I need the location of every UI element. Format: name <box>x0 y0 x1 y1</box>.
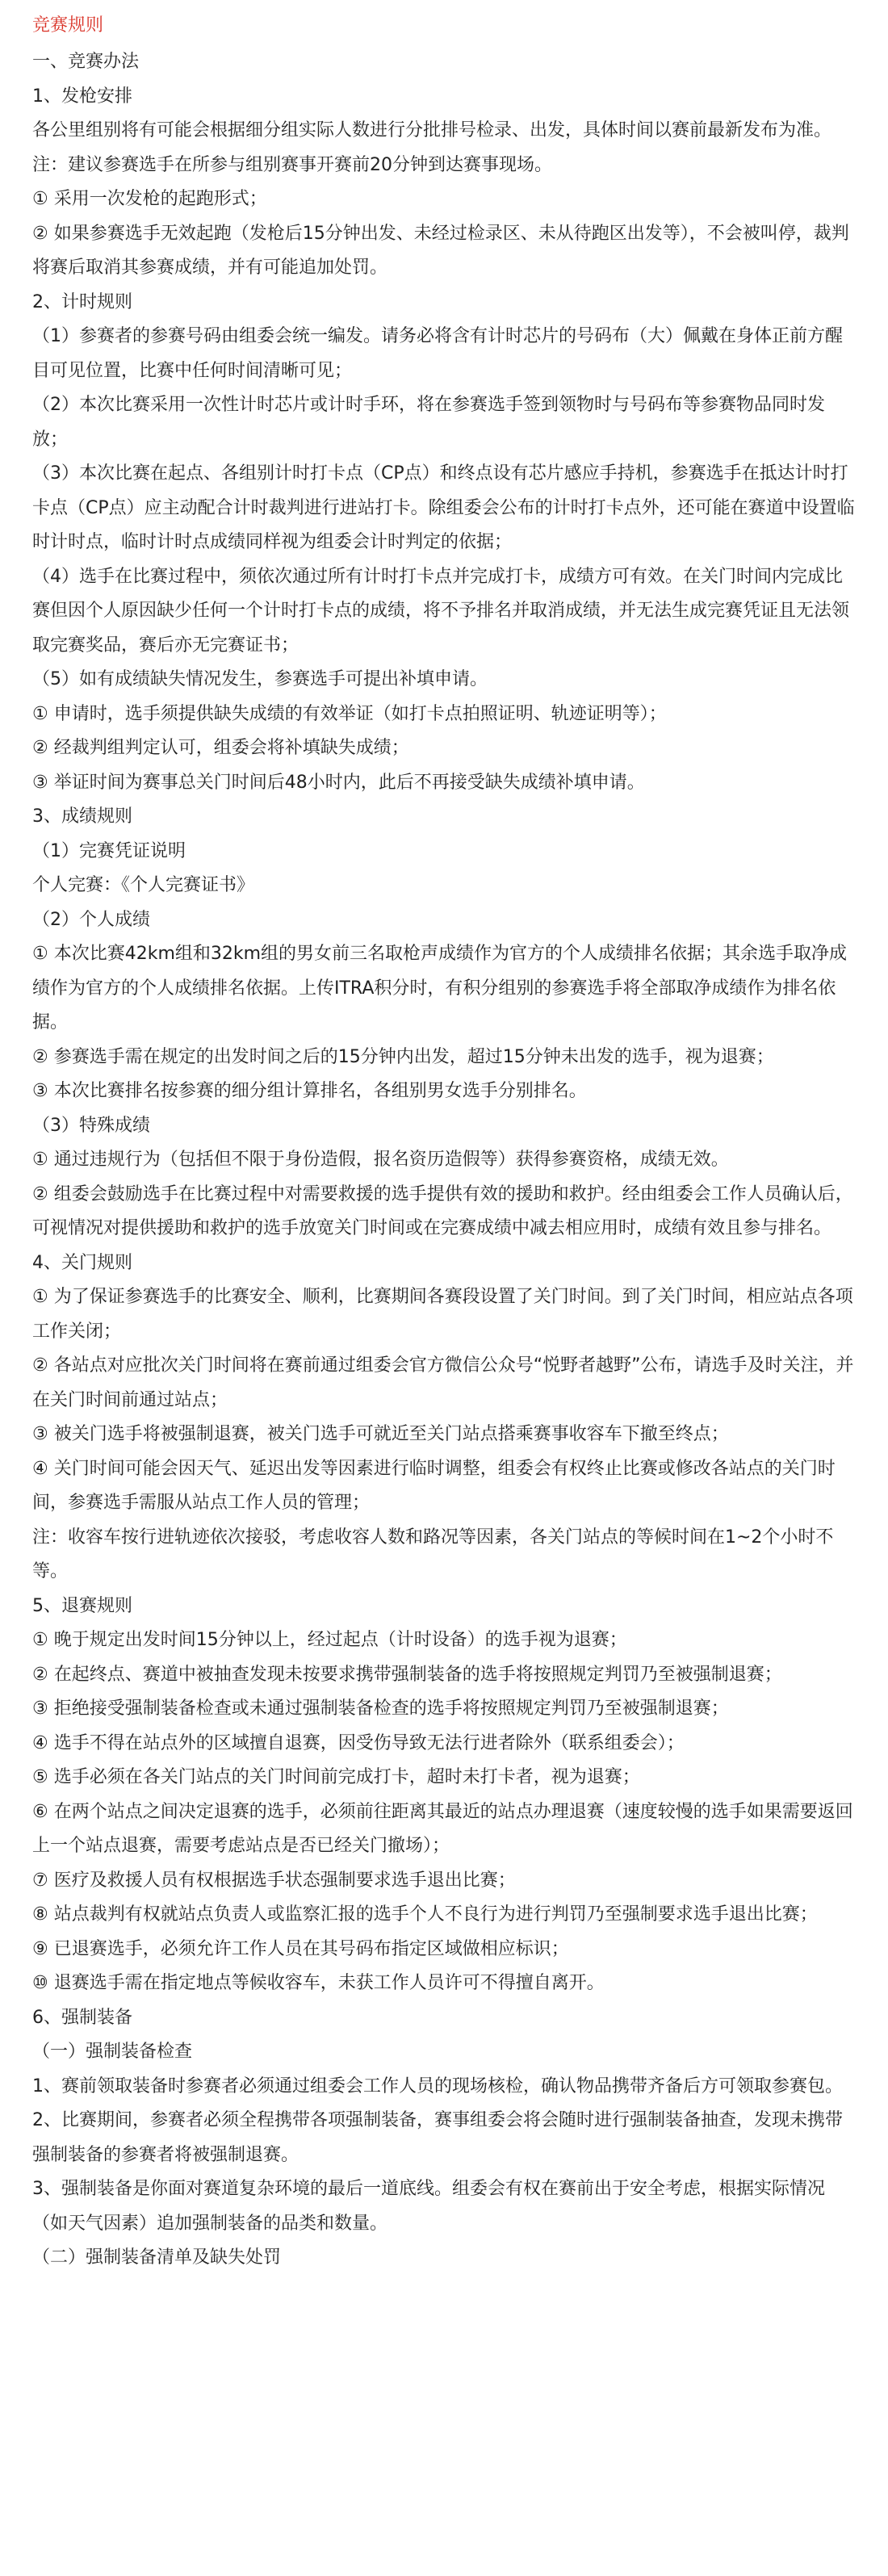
rule-paragraph: 5、退赛规则 <box>32 1595 132 1616</box>
rules-body <box>32 45 856 2276</box>
rule-paragraph: （1）参赛者的参赛号码由组委会统一编发。请务必将含有计时芯片的号码布（大）佩戴在身体正前方醒目可见位置，比赛中任何时间清晰可见； <box>32 326 844 381</box>
rule-paragraph: （2）个人成绩 <box>32 909 150 930</box>
rule-paragraph: ⑦ 医疗及救援人员有权根据选手状态强制要求选手退出比赛； <box>32 1870 516 1891</box>
rule-paragraph: （一）强制装备检查 <box>32 2042 193 2062</box>
rule-paragraph: ① 本次比赛42km组和32km组的男女前三名取枪声成绩作为官方的个人成绩排名依据；其余选手取净成绩作为官方的个人成绩排名依据。上传ITRA积分时，有积分组别的参赛选手将全部取净成绩作为排名依据。 <box>32 944 848 1032</box>
rule-paragraph: ① 申请时，选手须提供缺失成绩的有效举证（如打卡点拍照证明、轨迹证明等）； <box>32 703 667 724</box>
rule-paragraph: 2、计时规则 <box>32 291 132 312</box>
rule-paragraph: （3）特殊成绩 <box>32 1115 150 1136</box>
rule-paragraph: ⑥ 在两个站点之间决定退赛的选手，必须前往距离其最近的站点办理退赛（速度较慢的选手如果需要返回上一个站点退赛，需要考虑站点是否已经关门撤场）； <box>32 1801 853 1856</box>
rule-paragraph: ② 各站点对应批次关门时间将在赛前通过组委会官方微信公众号“悦野者越野”公布，请选手及时关注，并在关门时间前通过站点； <box>32 1355 854 1410</box>
rule-paragraph: ③ 举证时间为赛事总关门时间后48小时内，此后不再接受缺失成绩补填申请。 <box>32 772 645 793</box>
rule-paragraph: ② 组委会鼓励选手在比赛过程中对需要救援的选手提供有效的援助和救护。经由组委会工作人员确认后，可视情况对提供援助和救护的选手放宽关门时间或在完赛成绩中减去相应用时，成绩有效且参与排名。 <box>32 1183 853 1238</box>
rule-paragraph: （2）本次比赛采用一次性计时芯片或计时手环，将在参赛选手签到领物时与号码布等参赛物品同时发放； <box>32 395 826 450</box>
rule-paragraph: 6、强制装备 <box>32 2007 132 2028</box>
rule-paragraph: ① 通过违规行为（包括但不限于身份造假，报名资历造假等）获得参赛资格，成绩无效。 <box>32 1150 729 1170</box>
rule-paragraph: ③ 本次比赛排名按参赛的细分组计算排名，各组别男女选手分别排名。 <box>32 1081 587 1101</box>
rule-paragraph: 各公里组别将有可能会根据细分组实际人数进行分批排号检录、出发，具体时间以赛前最新发布为准。 <box>32 120 832 140</box>
rule-paragraph: ⑤ 选手必须在各关门站点的关门时间前完成打卡，超时未打卡者，视为退赛； <box>32 1767 640 1787</box>
rule-paragraph: 注：收容车按行进轨迹依次接驳，考虑收容人数和路况等因素，各关门站点的等候时间在1~2个小时不等。 <box>32 1527 834 1581</box>
rule-paragraph: ① 采用一次发枪的起跑形式； <box>32 189 267 209</box>
rule-paragraph: ② 如果参赛选手无效起跑（发枪后15分钟出发、未经过检录区、未从待跑区出发等），不会被叫停，裁判将赛后取消其参赛成绩，并有可能追加处罚。 <box>32 223 849 278</box>
rule-paragraph: 3、强制装备是你面对赛道复杂环境的最后一道底线。组委会有权在赛前出于安全考虑，根据实际情况（如天气因素）追加强制装备的品类和数量。 <box>32 2179 826 2234</box>
page-title: 竞赛规则 <box>32 15 104 36</box>
rule-paragraph: ⑧ 站点裁判有权就站点负责人或监察汇报的选手个人不良行为进行判罚乃至强制要求选手退出比赛； <box>32 1904 818 1925</box>
rule-paragraph: 一、竞赛办法 <box>32 52 140 72</box>
rule-paragraph: ② 在起终点、赛道中被抽查发现未按要求携带强制装备的选手将按照规定判罚乃至被强制退赛； <box>32 1664 782 1685</box>
rule-paragraph: ④ 关门时间可能会因天气、延迟出发等因素进行临时调整，组委会有权终止比赛或修改各站点的关门时间，参赛选手需服从站点工作人员的管理； <box>32 1458 836 1513</box>
rule-paragraph: 2、比赛期间，参赛者必须全程携带各项强制装备，赛事组委会将会随时进行强制装备抽查，发现未携带强制装备的参赛者将被强制退赛。 <box>32 2110 844 2165</box>
rule-paragraph: 1、发枪安排 <box>32 86 132 107</box>
rule-paragraph: （5）如有成绩缺失情况发生，参赛选手可提出补填申请。 <box>32 669 488 689</box>
rule-paragraph: （1）完赛凭证说明 <box>32 840 186 861</box>
rule-paragraph: ③ 被关门选手将被强制退赛，被关门选手可就近至关门站点搭乘赛事收容车下撤至终点； <box>32 1424 729 1444</box>
rule-paragraph: ② 经裁判组判定认可，组委会将补填缺失成绩； <box>32 738 409 758</box>
rule-paragraph: 3、成绩规则 <box>32 806 132 827</box>
rule-paragraph: ③ 拒绝接受强制装备检查或未通过强制装备检查的选手将按照规定判罚乃至被强制退赛； <box>32 1698 729 1719</box>
rule-paragraph: ⑩ 退赛选手需在指定地点等候收容车，未获工作人员许可不得擅自离开。 <box>32 1973 605 1993</box>
rule-paragraph: ⑨ 已退赛选手，必须允许工作人员在其号码布指定区域做相应标识； <box>32 1938 569 1959</box>
rule-paragraph: ② 参赛选手需在规定的出发时间之后的15分钟内出发，超过15分钟未出发的选手，视为退赛； <box>32 1046 774 1067</box>
rule-paragraph: （二）强制装备清单及缺失处罚 <box>32 2247 282 2268</box>
rule-paragraph: ① 晚于规定出发时间15分钟以上，经过起点（计时设备）的选手视为退赛； <box>32 1630 627 1650</box>
rule-paragraph: 个人完赛：《个人完赛证书》 <box>32 875 255 895</box>
rule-paragraph: （4）选手在比赛过程中，须依次通过所有计时打卡点并完成打卡，成绩方可有效。在关门时间内完成比赛但因个人原因缺少任何一个计时打卡点的成绩，将不予排名并取消成绩，并无法生成完赛凭证且无法领取完赛奖品，赛后亦无完赛证书； <box>32 566 850 656</box>
rule-paragraph: ① 为了保证参赛选手的比赛安全、顺利，比赛期间各赛段设置了关门时间。到了关门时间，相应站点各项工作关闭； <box>32 1287 853 1342</box>
rule-paragraph: 1、赛前领取装备时参赛者必须通过组委会工作人员的现场核检，确认物品携带齐备后方可领取参赛包。 <box>32 2075 844 2096</box>
rule-paragraph: 4、关门规则 <box>32 1252 132 1273</box>
rule-paragraph: （3）本次比赛在起点、各组别计时打卡点（CP点）和终点设有芯片感应手持机，参赛选手在抵达计时打卡点（CP点）应主动配合计时裁判进行进站打卡。除组委会公布的计时打卡点外，还可能在赛道中设置临时计时点，临时计时点成绩同样视为组委会计时判定的依据； <box>32 463 855 552</box>
rule-paragraph: ④ 选手不得在站点外的区域擅自退赛，因受伤导致无法行进者除外（联系组委会）； <box>32 1732 685 1753</box>
rule-paragraph: 注：建议参赛选手在所参与组别赛事开赛前20分钟到达赛事现场。 <box>32 154 552 175</box>
